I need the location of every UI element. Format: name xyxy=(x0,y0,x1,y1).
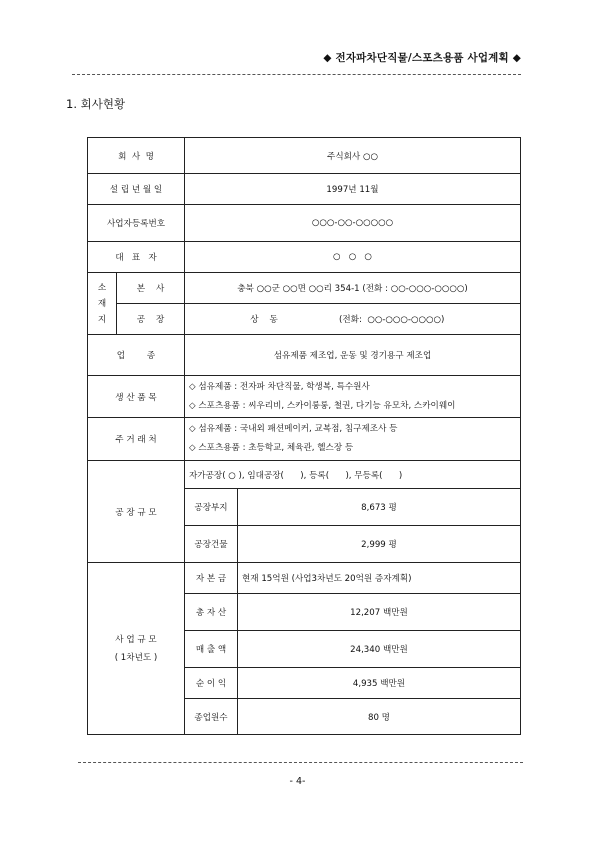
factory-address-cell xyxy=(185,304,521,335)
factory-land-label: 공장부지 xyxy=(185,489,238,526)
hq-address: 충북 ○○군 ○○면 ○○리 354-1 (전화 : ○○-○○○-○○○○) xyxy=(185,273,521,304)
factory-building-value: 2,999 평 xyxy=(238,526,521,563)
location-factory-row xyxy=(88,304,521,335)
factory-address: 상 동 xyxy=(250,315,278,325)
company-name-row xyxy=(88,138,521,174)
capital-row xyxy=(88,563,521,594)
ceo-value: ○ ○ ○ xyxy=(185,242,521,273)
company-name-label: 회 사 명 xyxy=(88,138,185,174)
profit-label: 순 이 익 xyxy=(185,668,238,699)
industry-row xyxy=(88,335,521,376)
clients-line-2: ◇ 스포츠용품 : 초등학교, 체육관, 헬스장 등 xyxy=(189,443,354,453)
company-status-table xyxy=(87,137,521,735)
clients-value xyxy=(185,418,521,461)
factory-land-value: 8,673 평 xyxy=(238,489,521,526)
header-divider xyxy=(72,74,521,75)
factory-scale-label: 공 장 규 모 xyxy=(88,461,185,563)
products-line-2: ◇ 스포츠용품 : 씨우리비, 스카이룽룽, 철권, 다기능 유모차, 스카이웨이 xyxy=(189,400,456,411)
clients-label: 주 거 래 처 xyxy=(88,418,185,461)
bizno-row xyxy=(88,205,521,242)
hq-label: 본 사 xyxy=(117,273,185,304)
founded-value: 1997년 11월 xyxy=(185,174,521,205)
clients-row xyxy=(88,418,521,461)
profit-value: 4,935 백만원 xyxy=(238,668,521,699)
document-header: ◆ 전자파차단직물/스포츠용품 사업계획 ◆ xyxy=(323,52,521,64)
employees-label: 종업원수 xyxy=(185,699,238,735)
assets-value: 12,207 백만원 xyxy=(238,594,521,631)
bizno-label: 사업자등록번호 xyxy=(88,205,185,242)
section-title: 1. 회사현황 xyxy=(66,97,126,111)
products-label: 생 산 품 목 xyxy=(88,376,185,418)
factory-ownership: 자가공장( ○ ), 임대공장( ), 등록( ), 무등록( ) xyxy=(185,461,521,489)
footer-divider xyxy=(78,762,523,763)
location-hq-row xyxy=(88,273,521,304)
products-value xyxy=(185,376,521,418)
page-number: - 4- xyxy=(289,776,306,787)
industry-value: 섬유제품 제조업, 운동 및 경기용구 제조업 xyxy=(185,335,521,376)
biz-scale-sublabel: ( 1차년도 ) xyxy=(114,652,158,663)
founded-label: 설 립 년 월 일 xyxy=(88,174,185,205)
sales-label: 매 출 액 xyxy=(185,631,238,668)
capital-value: 현재 15억원 (사업3차년도 20억원 증자계획) xyxy=(238,563,521,594)
factory-tel: (전화: ○○-○○○-○○○○) xyxy=(339,315,445,325)
ceo-row xyxy=(88,242,521,273)
products-line-1: ◇ 섬유제품 : 전자파 차단직물, 학생복, 특수원사 xyxy=(189,381,370,392)
bizno-value: ○○○-○○-○○○○○ xyxy=(185,205,521,242)
biz-scale-label: 사 업 규 모 xyxy=(115,634,157,645)
employees-value: 80 명 xyxy=(238,699,521,735)
sales-value: 24,340 백만원 xyxy=(238,631,521,668)
factory-label: 공 장 xyxy=(117,304,185,335)
factory-building-label: 공장건물 xyxy=(185,526,238,563)
products-row xyxy=(88,376,521,418)
ceo-label: 대 표 자 xyxy=(88,242,185,273)
biz-scale-label-cell xyxy=(88,563,185,735)
clients-line-1: ◇ 섬유제품 : 국내외 패션메이커, 교복점, 침구제조사 등 xyxy=(189,424,398,434)
founded-row xyxy=(88,174,521,205)
location-label: 소 재 지 xyxy=(88,273,117,335)
factory-ownership-row xyxy=(88,461,521,489)
capital-label: 자 본 금 xyxy=(185,563,238,594)
industry-label: 업 종 xyxy=(88,335,185,376)
assets-label: 총 자 산 xyxy=(185,594,238,631)
company-name-value: 주식회사 ○○ xyxy=(185,138,521,174)
